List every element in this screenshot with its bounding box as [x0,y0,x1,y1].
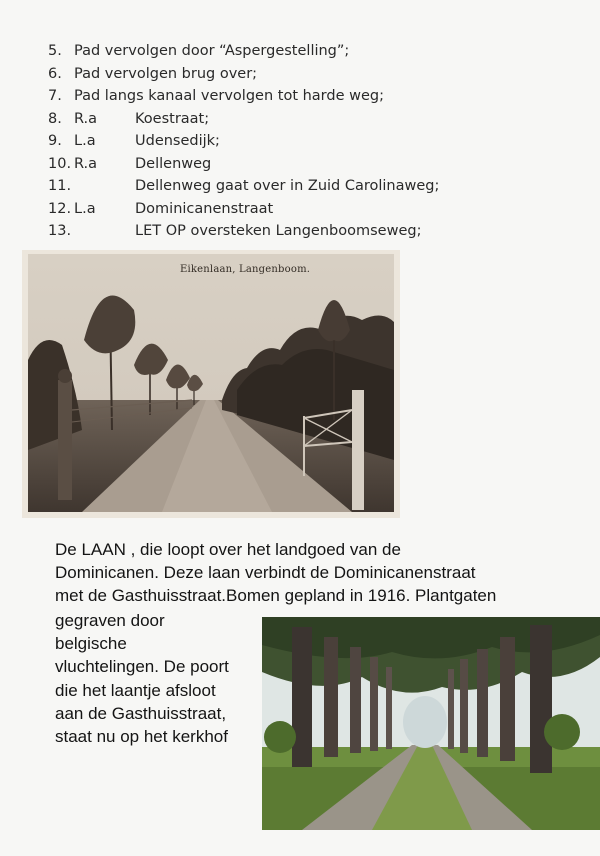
route-number: 13. [48,223,72,239]
route-number: 5. [48,43,62,59]
route-text: Pad vervolgen door “Aspergestelling”; [74,43,350,59]
route-text: Pad langs kanaal vervolgen tot harde weg; [74,88,384,104]
route-item-8 [48,108,439,131]
lane-photo [262,617,600,830]
description-line: vluchtelingen. De poort [55,657,229,677]
route-text: Dellenweg [135,155,212,172]
route-text: Pad vervolgen brug over; [74,65,258,82]
postcard-illustration [22,250,400,518]
postcard-photo [22,250,400,518]
route-text: LET OP oversteken Langenboomseweg; [135,223,422,239]
route-text: Dellenweg gaat over in Zuid Carolinaweg; [135,178,440,194]
lane-illustration [262,617,600,830]
route-number: 7. [48,88,62,104]
route-item-10 [48,153,439,176]
description-line: Dominicanen. Deze laan verbindt de Dominicanenstraat [55,563,476,582]
route-item-5 [48,40,439,63]
description-wide [55,538,595,607]
route-item-6 [48,63,439,86]
description-narrow [55,609,260,748]
route-item-7 [48,85,439,108]
route-text: Udensedijk; [135,133,220,149]
route-item-11 [48,175,439,198]
route-text: Dominicanenstraat [135,200,274,217]
description-line: aan de Gasthuisstraat, [55,703,227,723]
route-direction: R.a [74,155,98,172]
route-direction: R.a [74,110,98,127]
route-text: Koestraat; [135,110,210,127]
route-item-9 [48,130,439,153]
description-line: staat nu op het kerkhof [55,726,228,746]
route-item-13 [48,220,439,243]
route-number: 10. [48,155,72,172]
route-item-12 [48,198,439,221]
description-line: belgische [55,634,127,654]
description-line: De LAAN , die loopt over het landgoed van de [55,540,401,559]
description-line: gegraven door [55,611,165,630]
route-direction [74,220,135,243]
postcard-caption: Eikenlaan, Langenboom. [180,264,311,275]
route-direction [74,175,135,198]
route-list [48,40,439,243]
route-number: 6. [48,65,62,82]
route-number: 8. [48,110,62,127]
route-direction: L.a [74,200,96,217]
route-direction: L.a [74,133,96,149]
route-number: 9. [48,133,62,149]
description-line: die het laantje afsloot [55,680,216,700]
route-number: 11. [48,178,72,194]
route-number: 12. [48,200,72,217]
description-line: met de Gasthuisstraat.Bomen gepland in 1916. Plantgaten [55,586,497,605]
